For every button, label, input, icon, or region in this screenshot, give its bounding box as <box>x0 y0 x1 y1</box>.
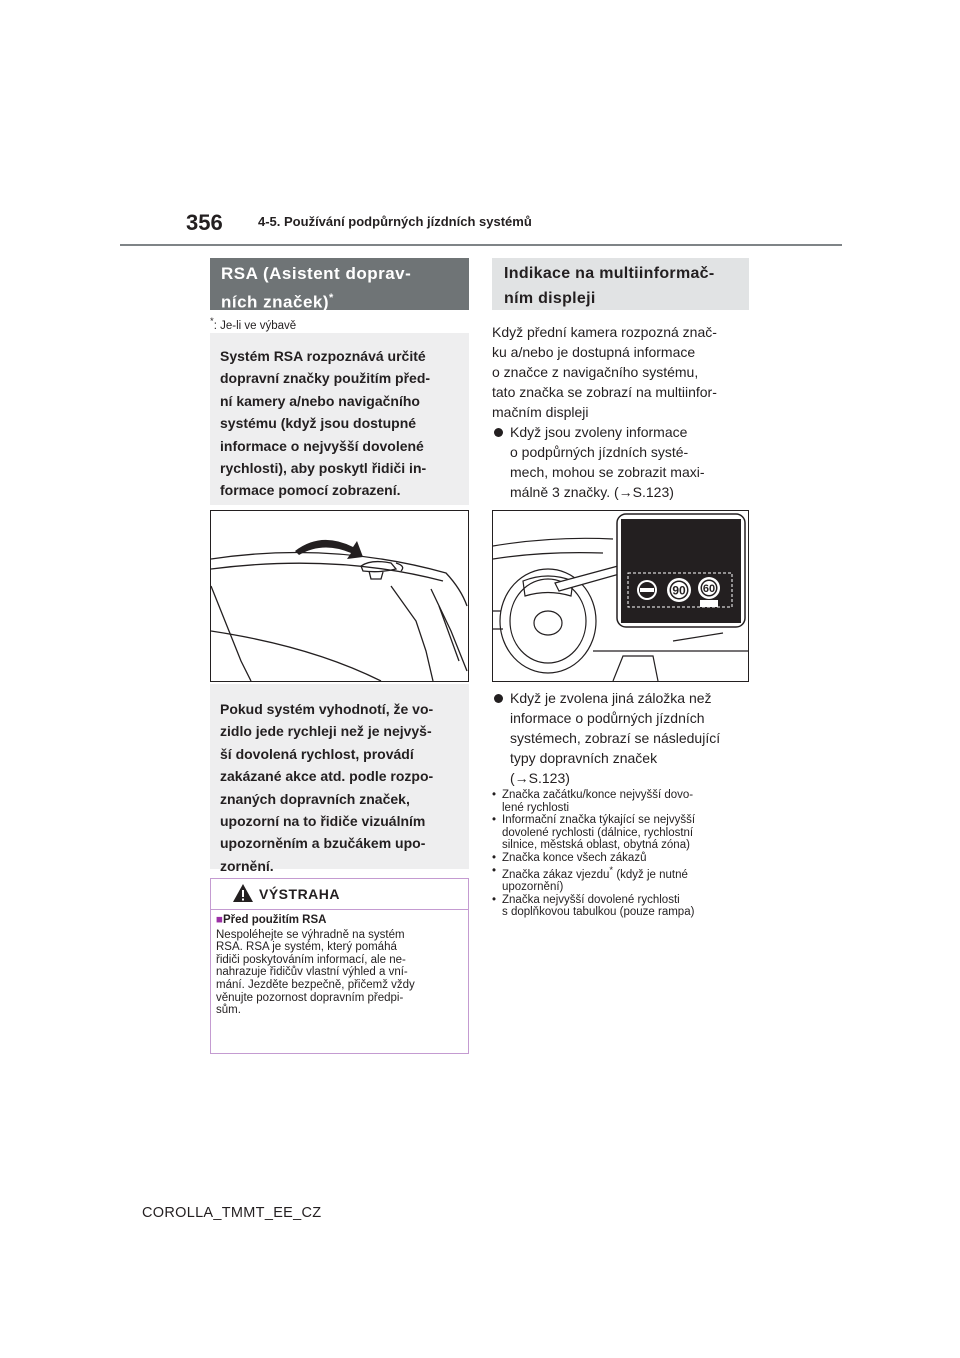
overspeed-line: znaných dopravních značek, <box>220 790 410 807</box>
bullet1-line: o podpůrných jízdních systé- <box>510 444 689 460</box>
warning-line: sům. <box>216 1004 241 1017</box>
footnote-mark: * <box>210 316 214 327</box>
rsa-heading <box>210 258 469 310</box>
section-title: 4-5. Používání podpůrných jízdních systémů <box>258 214 532 229</box>
warning-title: VÝSTRAHA <box>259 886 341 902</box>
overspeed-line: upozorní na to řidiče vizuálním <box>220 813 426 830</box>
bullet1-line: mech, mohou se zobrazit maxi- <box>510 464 705 480</box>
windshield-drawing <box>211 511 468 681</box>
windshield-camera-illustration <box>210 510 469 682</box>
intro-line: ní kamery a/nebo navigačního <box>220 392 420 409</box>
dashboard-display-illustration <box>492 510 749 682</box>
speed-sign-90: 90 <box>672 583 686 598</box>
sign-type-line: • Značka konce všech zákazů <box>502 851 647 864</box>
bullet-other-tab <box>492 688 754 788</box>
warning-line: věnujte pozornost dopravním předpi- <box>216 991 404 1004</box>
overspeed-line: zakázané akce atd. podle rozpo- <box>220 768 434 785</box>
intro-line: rychlosti), aby poskytl řidiči in- <box>220 460 427 477</box>
header-rule <box>120 244 842 246</box>
sign-type-line: dovolené rychlosti (dálnice, rychlostní <box>502 826 694 839</box>
warning-triangle-icon <box>232 883 254 903</box>
mid-intro <box>492 322 754 422</box>
sign-type-item <box>492 789 754 814</box>
rsa-heading-line-1: RSA (Asistent doprav- <box>221 264 412 283</box>
footnote-text: : Je-li ve výbavě <box>213 319 297 332</box>
sign-item-asterisk: * <box>609 864 614 876</box>
sign-type-line: s doplňkovou tabulkou (pouze rampa) <box>502 906 695 919</box>
warning-box <box>210 878 469 1054</box>
mid-intro-line: Když přední kamera rozpozná znač- <box>492 324 717 340</box>
overspeed-line: upozorněním a bzučákem upo- <box>220 835 426 852</box>
intro-line: informace o nejvyšší dovolené <box>220 437 424 454</box>
bullet2-line: systémech, zobrazí se následující <box>510 730 721 746</box>
warning-line: RSA. RSA je systém, který pomáhá <box>216 941 397 954</box>
bullet-support-info <box>492 422 754 502</box>
sign-type-item <box>492 814 754 852</box>
footer-model: COROLLA_TMMT_EE_CZ <box>142 1205 322 1221</box>
square-bullet-icon: ■ <box>216 914 223 926</box>
sign-type-item <box>492 865 754 894</box>
bullet-icon <box>494 694 503 703</box>
warning-line: řidiči poskytováním informací, ale ne- <box>216 953 406 966</box>
bullet1-line: málně 3 značky. (→S.123) <box>510 484 674 500</box>
sign-type-line: upozornění) <box>502 880 564 893</box>
sign-type-line: (když je nutné <box>613 868 688 881</box>
sign-type-line: • Informační značka týkající se nejvyšší <box>502 814 696 827</box>
sign-type-line: silnice, městská oblast, obytná zóna) <box>502 839 690 852</box>
bullet1-line: Když jsou zvoleny informace <box>510 424 688 440</box>
bullet2-line: (→S.123) <box>510 770 570 786</box>
overspeed-line: zidlo jede rychleji než je nejvyš- <box>220 723 432 740</box>
mid-intro-line: o značce z navigačního systému, <box>492 364 699 380</box>
sign-type-list <box>492 789 754 919</box>
rsa-heading-asterisk: * <box>329 292 334 304</box>
page-number: 356 <box>186 210 223 235</box>
sign-type-item <box>492 852 754 865</box>
warning-line: nahrazuje řidičův vlastní výhled a vní- <box>216 966 408 979</box>
sign-type-line: lené rychlosti <box>502 801 570 814</box>
bullet2-line: Když je zvolena jiná záložka než <box>510 690 712 706</box>
rsa-heading-line-2: ních značek) <box>221 292 330 312</box>
sign-type-line: Značka zákaz vjezdu <box>502 868 610 881</box>
overspeed-box <box>210 684 469 874</box>
footnote <box>210 316 296 332</box>
mid-intro-line: tato značka se zobrazí na multiinfor- <box>492 384 717 400</box>
warning-subtitle: Před použitím RSA <box>222 914 327 926</box>
bullet-icon <box>494 428 503 437</box>
overspeed-line: ší dovolená rychlost, provádí <box>220 745 414 762</box>
mid-intro-line: ku a/nebo je dostupná informace <box>492 344 696 360</box>
rsa-intro-box <box>210 333 469 505</box>
mid-heading-line-2: ním displeji <box>504 290 596 307</box>
intro-line: formace pomocí zobrazení. <box>220 482 401 499</box>
mid-display-heading <box>492 258 749 310</box>
sign-type-line: • Značka začátku/konce nejvyšší dovo- <box>502 789 694 801</box>
mid-intro-line: mačním displeji <box>492 404 589 420</box>
dashboard-drawing <box>493 511 748 681</box>
overspeed-line: Pokud systém vyhodnotí, že vo- <box>220 701 434 717</box>
sign-type-item <box>492 894 754 919</box>
bullet2-line: informace o podůrných jízdních <box>510 710 705 726</box>
warning-header <box>211 879 468 910</box>
warning-line: mání. Jezděte bezpečně, přičemž vždy <box>216 978 415 991</box>
warning-line: Nespoléhejte se výhradně na systém <box>216 928 405 941</box>
sign-type-line: • Značka nejvyšší dovolené rychlosti <box>502 893 680 906</box>
speed-sign-60: 60 <box>702 583 716 595</box>
intro-line: Systém RSA rozpoznává určité <box>220 348 426 364</box>
overspeed-line: zornění. <box>220 857 274 874</box>
intro-line: dopravní značky použitím před- <box>220 370 431 387</box>
mid-heading-line-1: Indikace na multiinformač- <box>504 265 715 282</box>
intro-line: systému (když jsou dostupné <box>220 415 417 432</box>
bullet2-line: typy dopravních značek <box>510 750 658 766</box>
